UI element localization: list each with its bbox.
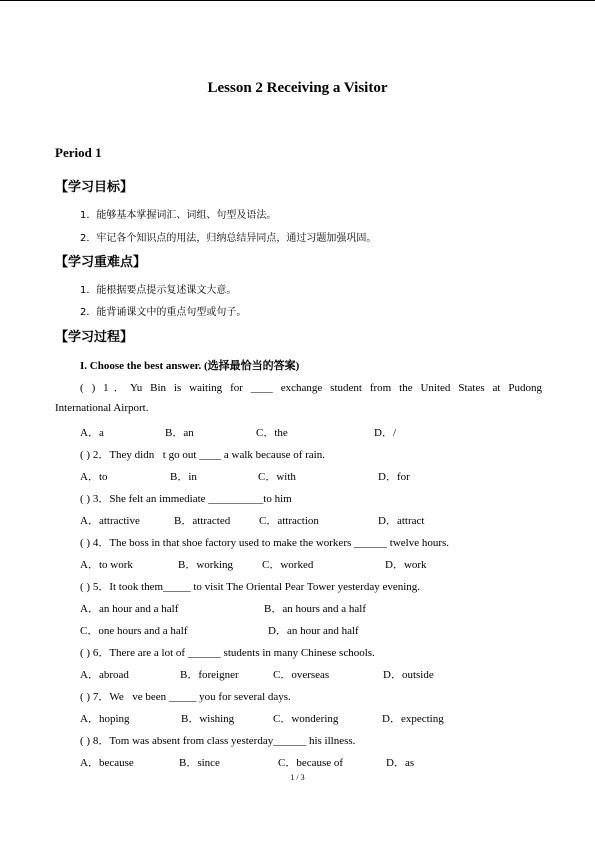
question-6-option-c: C．overseas (273, 669, 330, 681)
page-number: 1 / 3 (290, 773, 305, 782)
question-4-stem: ( ) 4．The boss in that shoe factory used to make the workers ______ twelve hours. (80, 537, 450, 549)
question-8-option-c: C．because of (278, 757, 344, 769)
question-4-option-b: B．working (178, 559, 233, 571)
question-8-stem: ( ) 8．Tom was absent from class yesterday______ his illness. (80, 735, 356, 747)
goal-item-2: 2．牢记各个知识点的用法，归纳总结异同点，通过习题加强巩固。 (80, 233, 377, 244)
question-8-option-a: A．because (80, 757, 134, 769)
question-4-option-a: A．to work (80, 559, 133, 571)
section-heading-key-points: 【学习重难点】 (55, 255, 147, 270)
exercise-heading: I. Choose the best answer. (选择最恰当的答案) (80, 360, 300, 372)
goal-item-1: 1．能够基本掌握词汇、词组、句型及语法。 (80, 210, 277, 221)
question-6-stem: ( ) 6．There are a lot of ______ students in many Chinese schools. (80, 647, 375, 659)
question-2-option-c: C．with (258, 471, 296, 483)
question-8-option-b: B．since (179, 757, 220, 769)
section-heading-process: 【学习过程】 (55, 330, 134, 345)
question-7-option-d: D．expecting (382, 713, 444, 725)
question-2-option-d: D．for (378, 471, 410, 483)
top-rule (0, 0, 595, 1)
question-7-stem: ( ) 7．We ve been _____ you for several days. (80, 691, 291, 703)
question-1-stem: ( ) 1．Yu Bin is waiting for ____ exchange student from the United States at Pudong (80, 382, 542, 394)
question-3-option-a: A．attractive (80, 515, 140, 527)
question-3-option-d: D．attract (378, 515, 425, 527)
key-point-item-1: 1．能根据要点提示复述课文大意。 (80, 285, 237, 296)
question-1-stem-continued: International Airport. (55, 402, 149, 414)
question-2-option-b: B．in (170, 471, 197, 483)
key-point-item-2: 2．能背诵课文中的重点句型或句子。 (80, 307, 247, 318)
question-7-option-b: B．wishing (181, 713, 235, 725)
period-heading: Period 1 (55, 145, 102, 160)
lesson-title: Lesson 2 Receiving a Visitor (207, 80, 388, 96)
question-5-option-c: C．one hours and a half (80, 625, 188, 637)
section-heading-goals: 【学习目标】 (55, 180, 134, 195)
question-3-option-b: B．attracted (174, 515, 231, 527)
question-7-option-c: C．wondering (273, 713, 339, 725)
question-4-option-d: D．work (385, 559, 427, 571)
question-1-option-d: D．/ (374, 427, 396, 439)
question-6-option-b: B．foreigner (180, 669, 239, 681)
question-5-option-b: B．an hours and a half (264, 603, 367, 615)
question-1-option-c: C．the (256, 427, 288, 439)
question-8-option-d: D．as (386, 757, 415, 769)
question-6-option-a: A．abroad (80, 669, 129, 681)
question-5-option-d: D．an hour and half (268, 625, 359, 637)
question-1-option-b: B．an (165, 427, 194, 439)
question-3-option-c: C．attraction (259, 515, 319, 527)
question-6-option-d: D．outside (383, 669, 434, 681)
question-7-option-a: A．hoping (80, 713, 130, 725)
question-1-option-a: A．a (80, 427, 104, 439)
question-5-stem: ( ) 5．It took them_____ to visit The Oriental Pear Tower yesterday evening. (80, 581, 421, 593)
question-3-stem: ( ) 3．She felt an immediate __________to him (80, 493, 292, 505)
question-2-option-a: A．to (80, 471, 108, 483)
question-2-stem: ( ) 2．They didn t go out ____ a walk because of rain. (80, 449, 325, 461)
question-4-option-c: C．worked (262, 559, 314, 571)
question-5-option-a: A．an hour and a half (80, 603, 179, 615)
